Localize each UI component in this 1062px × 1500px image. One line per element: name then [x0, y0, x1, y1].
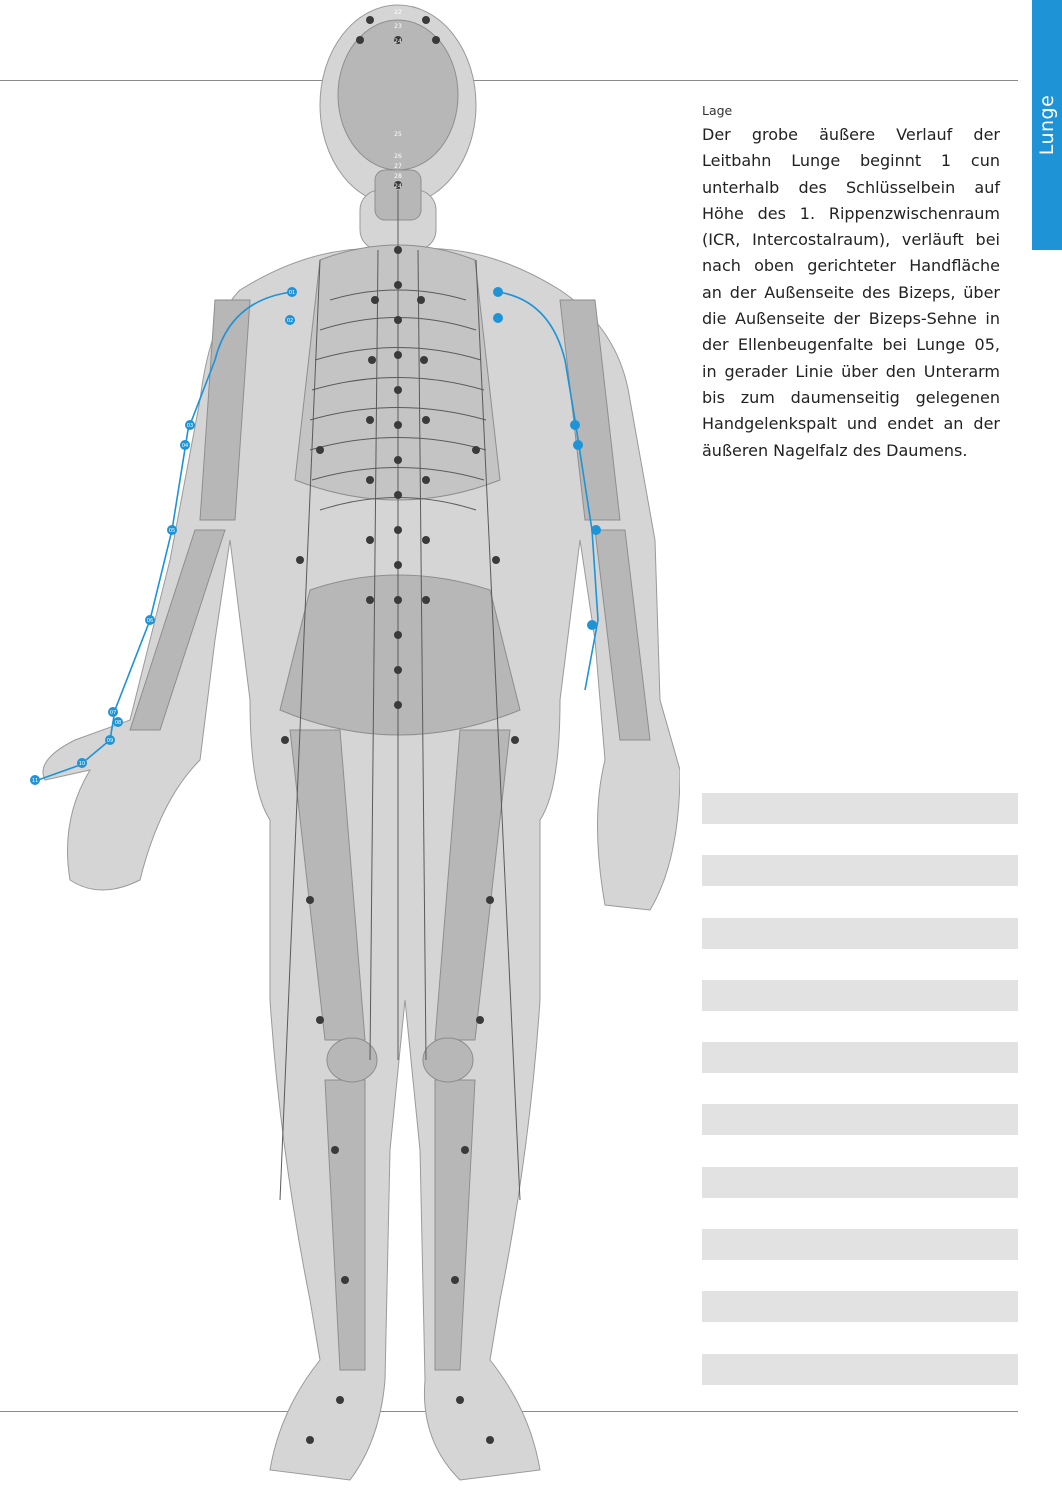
head-label: 22 — [394, 9, 402, 16]
note-line[interactable] — [702, 1104, 1018, 1135]
head-label: 28 — [394, 173, 402, 180]
note-line[interactable] — [702, 855, 1018, 886]
note-line[interactable] — [702, 1042, 1018, 1073]
section-label: Lage — [702, 103, 733, 118]
note-line[interactable] — [702, 980, 1018, 1011]
lung-point-label: 04 — [181, 443, 189, 449]
location-section — [702, 103, 1000, 464]
head-label: 24 — [394, 38, 402, 45]
notes-area — [702, 793, 1018, 1416]
note-line[interactable] — [702, 1354, 1018, 1385]
lung-point-label: 02 — [286, 318, 294, 324]
head-label: 26 — [394, 153, 402, 160]
head-label: 27 — [394, 163, 402, 170]
note-line[interactable] — [702, 1229, 1018, 1260]
section-body-text: Der grobe äußere Verlauf der Leitbahn Lunge beginnt 1 cun unterhalb des Schlüsselbein auf Höhe des 1. Rippenzwischenraum (ICR, Intercostalraum), verläuft bei nach oben gerichteter Handfläche an der Außenseite des Bizeps, über die Außenseite der Bizeps-Sehne in der Ellenbeugenfalte bei Lunge 05, in gerader Linie über den Unterarm bis zum daumenseitig gelegenen Handgelenkspalt und endet an der äußeren Nagelfalz des Daumens. — [702, 125, 1000, 460]
lung-point-label: 03 — [186, 423, 194, 429]
note-line[interactable] — [702, 1167, 1018, 1198]
lung-point-label: 07 — [109, 710, 117, 716]
head-label: 25 — [394, 131, 402, 138]
note-line[interactable] — [702, 918, 1018, 949]
lung-point-label: 09 — [106, 738, 114, 744]
lung-point-label: 01 — [288, 290, 296, 296]
lung-point-label: 06 — [146, 618, 154, 624]
body-meridian-figure — [20, 0, 680, 1500]
note-line[interactable] — [702, 1291, 1018, 1322]
head-label: 24 — [394, 183, 402, 190]
lung-point-label: 05 — [168, 528, 176, 534]
lung-point-label: 08 — [114, 720, 122, 726]
head-label: 23 — [394, 23, 402, 30]
note-line[interactable] — [702, 793, 1018, 824]
chapter-tab-label: Lunge — [1036, 94, 1058, 156]
lung-point-label: 11 — [31, 778, 39, 784]
chapter-tab[interactable] — [1032, 0, 1062, 250]
lung-point-label: 10 — [78, 761, 86, 767]
